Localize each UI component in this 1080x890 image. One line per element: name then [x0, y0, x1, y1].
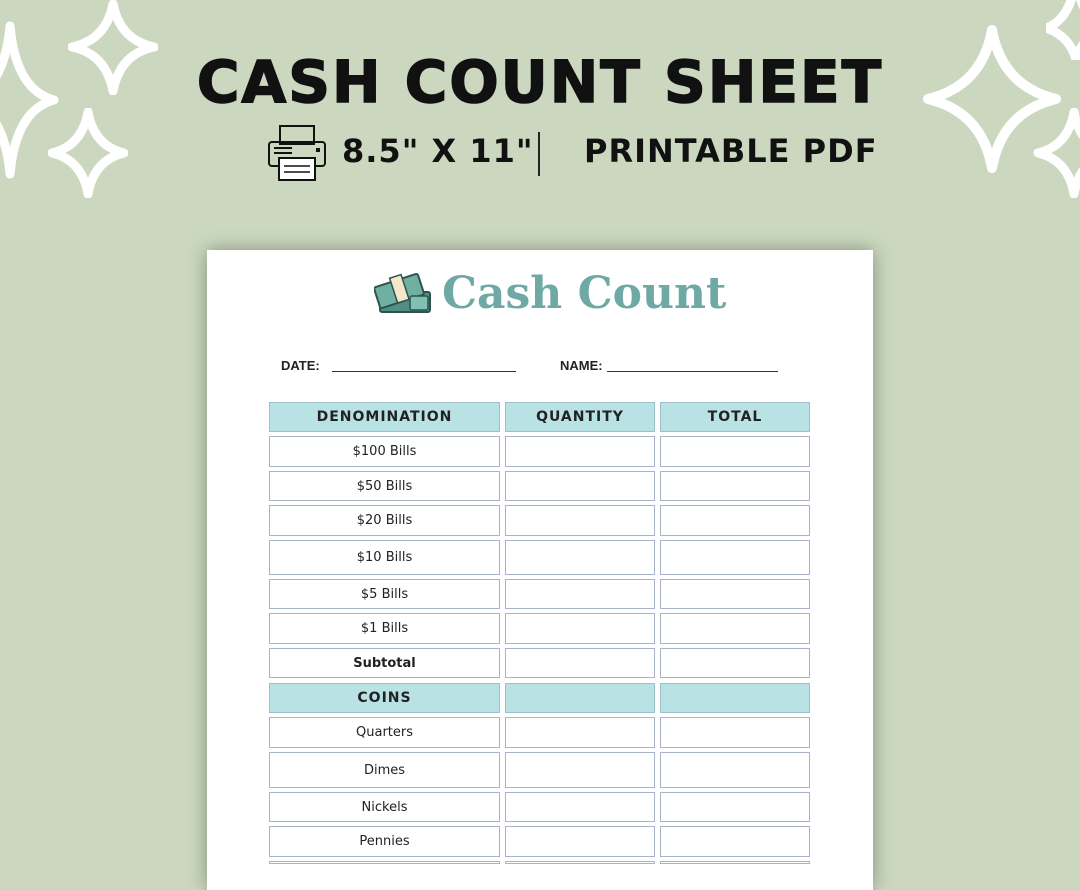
name-field[interactable]: [607, 371, 778, 372]
total-cell-50-bills[interactable]: [660, 471, 810, 501]
row-label-quarters: Quarters: [269, 717, 500, 748]
total-cell-subtotal[interactable]: [660, 648, 810, 678]
row-label-5-bills: $5 Bills: [269, 579, 500, 609]
row-label-100-bills: $100 Bills: [269, 436, 500, 467]
money-stack-icon: [374, 266, 434, 318]
row-label-dimes: Dimes: [269, 752, 500, 788]
total-cell-20-bills[interactable]: [660, 505, 810, 536]
quantity-cell-100-bills[interactable]: [505, 436, 655, 467]
date-label: DATE:: [281, 358, 320, 373]
total-cell-100-bills[interactable]: [660, 436, 810, 467]
coins-header-quantity-cell: [505, 683, 655, 713]
row-label-50-bills: $50 Bills: [269, 471, 500, 501]
quantity-cell-5-bills[interactable]: [505, 579, 655, 609]
total-cell-pennies[interactable]: [660, 826, 810, 857]
quantity-cell-nickels[interactable]: [505, 792, 655, 822]
column-header-total: TOTAL: [660, 402, 810, 432]
quantity-cell-10-bills[interactable]: [505, 540, 655, 575]
date-field[interactable]: [332, 371, 516, 372]
total-cell-nickels[interactable]: [660, 792, 810, 822]
row-label-nickels: Nickels: [269, 792, 500, 822]
quantity-cell-dimes[interactable]: [505, 752, 655, 788]
quantity-cell-quarters[interactable]: [505, 717, 655, 748]
paper-size-label: 8.5" X 11": [342, 132, 534, 170]
coins-section-header: COINS: [269, 683, 500, 713]
total-cell-quarters[interactable]: [660, 717, 810, 748]
total-cell-1-bills[interactable]: [660, 613, 810, 644]
quantity-cell-subtotal[interactable]: [505, 648, 655, 678]
total-cell-5-bills[interactable]: [660, 579, 810, 609]
column-header-denomination: DENOMINATION: [269, 402, 500, 432]
format-label: PRINTABLE PDF: [584, 132, 878, 170]
quantity-cell-1-bills[interactable]: [505, 613, 655, 644]
row-label-10-bills: $10 Bills: [269, 540, 500, 575]
banner-subline: [0, 124, 1080, 180]
coins-header-total-cell: [660, 683, 810, 713]
total-cell-10-bills[interactable]: [660, 540, 810, 575]
column-header-quantity: QUANTITY: [505, 402, 655, 432]
banner-title: CASH COUNT SHEET: [196, 48, 884, 116]
sheet-title: Cash Count: [442, 268, 727, 319]
printer-icon: [266, 124, 328, 182]
row-label-subtotal: Subtotal: [269, 648, 500, 678]
quantity-cell-pennies[interactable]: [505, 826, 655, 857]
row-label-pennies: Pennies: [269, 826, 500, 857]
banner-divider: [538, 132, 540, 176]
row-label-20-bills: $20 Bills: [269, 505, 500, 536]
row-label-1-bills: $1 Bills: [269, 613, 500, 644]
quantity-cell-50-bills[interactable]: [505, 471, 655, 501]
total-cell-dimes[interactable]: [660, 752, 810, 788]
quantity-cell-20-bills[interactable]: [505, 505, 655, 536]
name-label: NAME:: [560, 358, 603, 373]
